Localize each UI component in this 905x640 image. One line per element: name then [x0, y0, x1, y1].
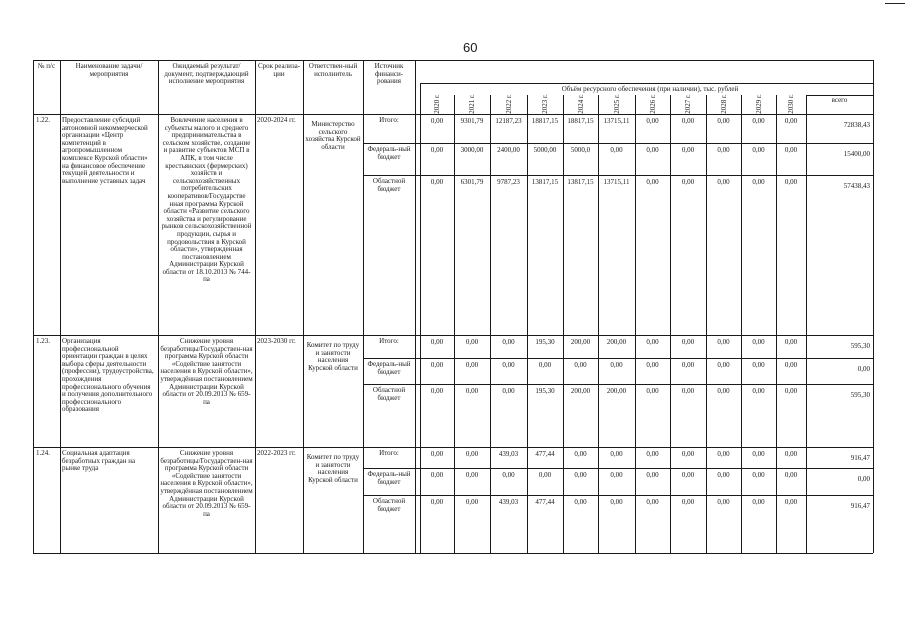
funding-value: 477,44: [535, 450, 555, 458]
page-number: 60: [463, 40, 478, 55]
scan-edge-line: [885, 3, 905, 4]
funding-value: 0,00: [784, 450, 798, 458]
header-source: Источник финанси-рования: [374, 62, 404, 86]
row-term: 2022-2023 гг.: [257, 449, 296, 457]
funding-source: Итого:: [379, 337, 399, 345]
funding-value: 0,00: [430, 146, 444, 154]
funding-value: 0,00: [538, 471, 552, 479]
year-column-divider: [454, 95, 455, 553]
funding-value: 0,00: [646, 117, 659, 125]
funding-value: 0,00: [646, 498, 659, 506]
funding-total: 0,00: [857, 475, 870, 483]
funding-value: 0,00: [717, 471, 730, 479]
funding-value: 18817,15: [567, 117, 594, 125]
funding-total: 57438,43: [843, 182, 870, 190]
subrow-divider: [363, 384, 873, 385]
funding-value: 0,00: [465, 450, 479, 458]
row-task-name: Социальная адаптация безработных граждан на рынке труда: [62, 449, 136, 473]
funding-value: 0,00: [752, 471, 765, 479]
funding-value: 0,00: [752, 178, 765, 186]
funding-value: 0,00: [681, 450, 695, 458]
year-header-4: 2023 г.: [541, 94, 549, 114]
funding-value: 0,00: [610, 146, 623, 154]
year-header-10: 2029 г.: [754, 94, 763, 114]
funding-value: 0,00: [717, 450, 730, 458]
funding-value: 439,03: [498, 450, 519, 458]
funding-value: 0,00: [681, 178, 695, 186]
funding-value: 195,30: [535, 387, 555, 395]
year-column-divider: [706, 95, 707, 553]
row-executor: Министерство сельского хозяйства Курской области: [305, 120, 361, 151]
funding-source: Федераль-ный бюджет: [367, 145, 411, 161]
funding-value: 0,00: [646, 338, 659, 346]
funding-total: 595,30: [850, 342, 870, 350]
funding-source: Федераль-ный бюджет: [367, 470, 411, 486]
year-header-3: 2022 г.: [504, 94, 513, 114]
row-term: 2020-2024 гг.: [257, 116, 296, 124]
header-result: Ожидаемый результат/документ, подтверждающий исполнение мероприятия: [164, 62, 249, 86]
funding-value: 0,00: [574, 498, 587, 506]
column-divider: [303, 60, 304, 553]
funding-value: 0,00: [465, 471, 479, 479]
funding-value: 0,00: [717, 338, 730, 346]
funding-value: 0,00: [465, 498, 479, 506]
funding-value: 6301,79: [460, 178, 484, 186]
funding-value: 0,00: [784, 361, 798, 369]
funding-value: 0,00: [574, 450, 587, 458]
header-executor: Ответствен-ный исполнитель: [308, 62, 358, 78]
funding-value: 0,00: [646, 146, 659, 154]
subrow-divider: [363, 143, 873, 144]
funding-value: 0,00: [752, 146, 765, 154]
year-column-divider: [670, 95, 671, 553]
funding-value: 0,00: [681, 361, 695, 369]
funding-total: 15400,00: [843, 150, 870, 158]
row-divider: [33, 335, 873, 336]
row-number: 1.23.: [36, 337, 50, 345]
year-header-8: 2027 г.: [684, 94, 692, 114]
year-column-divider: [741, 95, 742, 553]
funding-value: 2400,00: [497, 146, 520, 154]
header-num: № п/с: [37, 62, 56, 70]
funding-value: 0,00: [574, 361, 587, 369]
funding-value: 0,00: [752, 117, 765, 125]
header-total: всего: [831, 96, 848, 104]
funding-value: 0,00: [717, 387, 730, 395]
funding-value: 0,00: [717, 498, 730, 506]
funding-value: 0,00: [784, 498, 798, 506]
column-divider: [255, 60, 256, 553]
header-name: Наименование задачи/мероприятия: [75, 62, 143, 78]
funding-value: 0,00: [465, 387, 479, 395]
funding-value: 0,00: [430, 117, 444, 125]
column-divider: [60, 60, 61, 553]
year-header-1: 2020 г.: [433, 94, 441, 114]
row-expected-result: Вовлечение населения в субъекты малого и среднего предпринимательства в сельском хозяйстве, создание и развитие субъектов МСП в АПК, в том числе крестьянских (фермерских) хозяйств и сельскохозяйственных потребительских кооперативов/Государстве нная программа Курской области «Развитие сельского хозяйства и регулирование рынков сельскохозяйственной продукции, сырья и продовольствия в Курской области», утвержденная постановлением Администрации Курской области от 18.10.2013 № 744-па: [161, 116, 252, 284]
funding-value: 0,00: [610, 450, 623, 458]
funding-value: 0,00: [430, 471, 444, 479]
funding-value: 0,00: [502, 338, 515, 346]
column-divider: [415, 60, 416, 553]
funding-value: 5000,0: [570, 146, 591, 154]
funding-source: Федераль-ный бюджет: [367, 360, 411, 376]
funding-total: 916,47: [850, 502, 870, 510]
funding-value: 13817,15: [531, 178, 559, 186]
funding-value: 0,00: [430, 450, 444, 458]
funding-value: 12187,23: [495, 117, 522, 125]
funding-total: 0,00: [857, 365, 870, 373]
funding-value: 0,00: [784, 471, 798, 479]
row-executor: Комитет по труду и занятости населения Курской области: [306, 453, 360, 484]
funding-value: 0,00: [717, 178, 730, 186]
funding-value: 0,00: [681, 146, 695, 154]
funding-value: 0,00: [465, 361, 479, 369]
funding-source: Областной бюджет: [372, 386, 406, 402]
year-column-divider: [563, 95, 564, 553]
funding-value: 0,00: [784, 117, 798, 125]
funding-value: 0,00: [717, 361, 730, 369]
funding-value: 0,00: [681, 471, 695, 479]
funding-value: 0,00: [610, 498, 623, 506]
funding-value: 0,00: [784, 178, 798, 186]
funding-value: 0,00: [784, 338, 798, 346]
funding-value: 0,00: [646, 471, 659, 479]
funding-value: 0,00: [538, 361, 552, 369]
subrow-divider: [363, 495, 873, 496]
funding-value: 0,00: [430, 338, 444, 346]
funding-value: 0,00: [752, 338, 765, 346]
funding-value: 9301,79: [460, 117, 484, 125]
funding-source: Областной бюджет: [372, 497, 406, 513]
subrow-divider: [363, 175, 873, 176]
row-term: 2023-2030 гг.: [257, 337, 296, 345]
funding-value: 0,00: [610, 471, 623, 479]
year-header-11: 2030 г.: [787, 94, 795, 114]
year-column-divider: [776, 95, 777, 553]
funding-value: 0,00: [717, 146, 730, 154]
header-bottom-border: [33, 114, 873, 115]
funding-value: 18817,15: [531, 117, 559, 125]
funding-value: 200,00: [570, 338, 591, 346]
funding-value: 195,30: [535, 338, 555, 346]
row-expected-result: Снижение уровня безработицы/Государствен-ная программа Курской области «Содействие занятости населения в Курской области», утверждённая постановлением Администрации Курской области от 20.09.2013 № 659-па: [160, 337, 253, 406]
funding-value: 0,00: [430, 178, 444, 186]
funding-source: Областной бюджет: [372, 177, 406, 193]
funding-value: 9787,23: [497, 178, 520, 186]
funding-value: 0,00: [502, 387, 515, 395]
funding-value: 13817,15: [567, 178, 594, 186]
row-task-name: Предоставление субсидий автономной некоммерческой организации «Центр компетенций в агропромышленном комплексе Курской области» на финансовое обеспечение текущей деятельности и выполнение уставных задач: [62, 116, 148, 185]
funding-value: 0,00: [681, 498, 695, 506]
funding-value: 0,00: [646, 178, 659, 186]
year-header-7: 2026 г.: [648, 94, 657, 114]
header-term: Срок реализа-ции: [257, 62, 301, 78]
funding-value: 0,00: [752, 498, 765, 506]
row-divider: [33, 553, 873, 554]
funding-value: 0,00: [752, 361, 765, 369]
year-header-5: 2024 г.: [576, 94, 585, 114]
funding-value: 0,00: [681, 117, 695, 125]
funding-value: 0,00: [430, 361, 444, 369]
column-divider: [873, 60, 874, 553]
funding-value: 0,00: [430, 387, 444, 395]
funding-value: 0,00: [646, 361, 659, 369]
funding-value: 13715,11: [603, 178, 630, 186]
funding-value: 0,00: [784, 387, 798, 395]
funding-value: 0,00: [717, 117, 730, 125]
funding-value: 0,00: [646, 387, 659, 395]
year-column-divider: [598, 95, 599, 553]
row-task-name: Организация профессиональной ориентации граждан в целях выбора сферы деятельности (профессии), трудоустройства, прохождения профессионального обучения и получения дополнительного профессионального образования: [62, 337, 154, 414]
subrow-divider: [363, 468, 873, 469]
year-column-divider: [806, 95, 807, 553]
funding-value: 477,44: [535, 498, 555, 506]
header-volume: Объём ресурсного обеспечения (при наличии), тыс. рублей: [561, 85, 739, 93]
funding-source: Итого:: [379, 449, 399, 457]
row-expected-result: Снижение уровня безработицы/Государствен-ная программа Курской области «Содействие занятости населения в Курской области», утверждённая постановлением Администрации Курской области от 20.09.2013 № 659-па: [160, 449, 253, 518]
funding-value: 0,00: [646, 450, 659, 458]
funding-value: 0,00: [430, 498, 444, 506]
funding-value: 0,00: [502, 471, 515, 479]
row-divider: [33, 447, 873, 448]
funding-total: 595,30: [850, 391, 870, 399]
subrow-divider: [363, 358, 873, 359]
volume-header-divider: [420, 83, 873, 84]
funding-value: 0,00: [610, 361, 623, 369]
funding-value: 0,00: [574, 471, 587, 479]
table-top-border: [33, 60, 873, 61]
funding-value: 200,00: [606, 387, 627, 395]
column-divider: [158, 60, 159, 553]
funding-value: 0,00: [784, 146, 798, 154]
funding-value: 5000,00: [533, 146, 557, 154]
funding-value: 200,00: [606, 338, 627, 346]
funding-total: 916,47: [850, 454, 870, 462]
funding-value: 0,00: [502, 361, 515, 369]
year-column-divider: [527, 95, 528, 553]
year-column-divider: [490, 95, 491, 553]
funding-value: 0,00: [752, 450, 765, 458]
funding-value: 439,03: [498, 498, 519, 506]
row-number: 1.22.: [36, 116, 50, 124]
year-header-2: 2021 г.: [468, 94, 476, 114]
year-header-6: 2025 г.: [612, 94, 621, 114]
funding-value: 200,00: [570, 387, 591, 395]
funding-total: 72838,43: [843, 121, 870, 129]
column-divider: [33, 60, 34, 553]
year-column-divider: [635, 95, 636, 553]
funding-source: Итого:: [379, 116, 399, 124]
row-number: 1.24.: [36, 449, 50, 457]
funding-value: 3000,00: [460, 146, 484, 154]
funding-value: 0,00: [465, 338, 479, 346]
row-executor: Комитет по труду и занятости населения Курской области: [306, 341, 360, 372]
funding-value: 13715,11: [603, 117, 630, 125]
funding-value: 0,00: [681, 387, 695, 395]
funding-value: 0,00: [681, 338, 695, 346]
year-header-9: 2028 г.: [719, 94, 728, 114]
funding-value: 0,00: [752, 387, 765, 395]
